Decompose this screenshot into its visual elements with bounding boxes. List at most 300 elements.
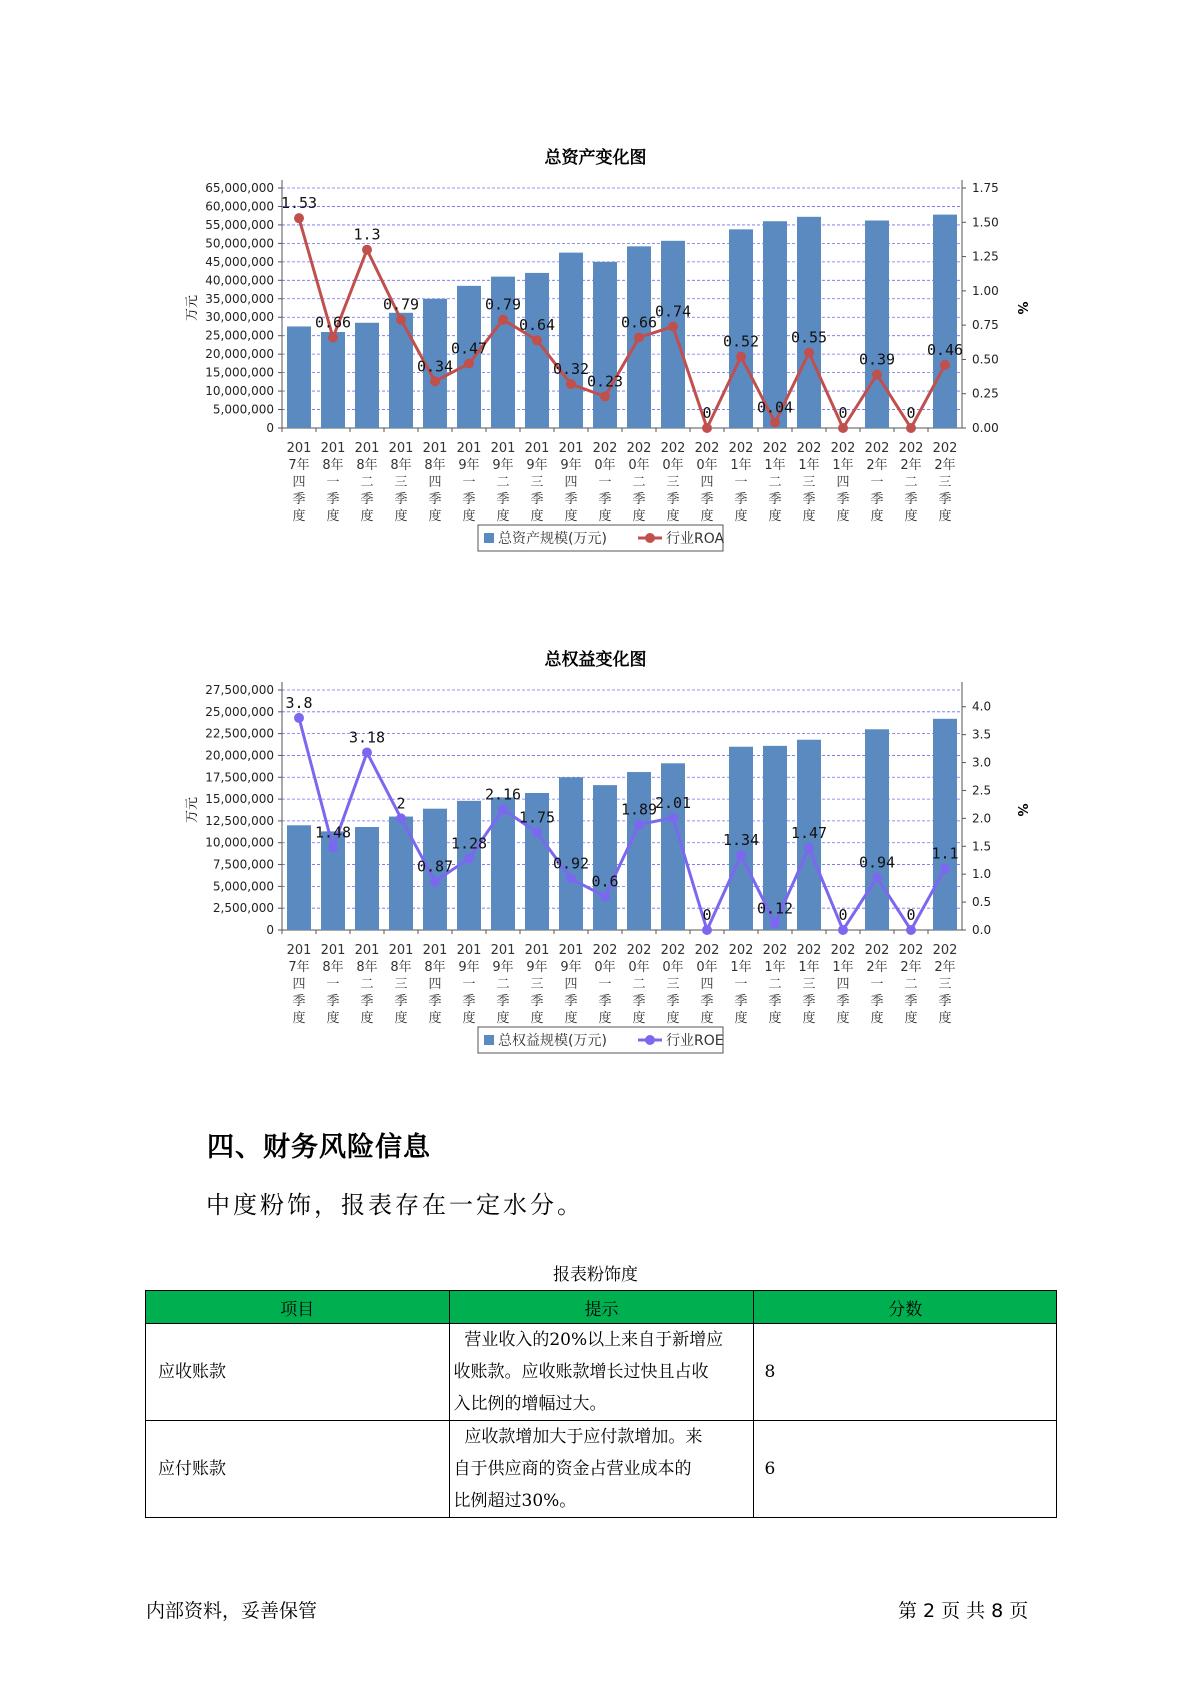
x-tick-label: 度 [530,1011,544,1026]
x-tick-label: 1年 [832,960,854,975]
y2-tick-label: 1.0 [972,867,992,882]
x-tick-label: 202 [660,441,686,456]
data-label: 0.39 [858,350,896,369]
y2-tick-label: 0.5 [972,895,992,910]
x-tick-label: 季 [802,492,816,507]
x-tick-label: 202 [932,441,958,456]
x-tick-label: 一 [326,977,340,992]
x-tick-label: 季 [564,994,578,1009]
y-tick-label: 2,500,000 [212,901,274,916]
line-point [634,332,644,342]
line-point [838,423,848,433]
x-tick-label: 202 [728,943,754,958]
x-tick-label: 季 [870,994,884,1009]
x-tick-label: 季 [938,994,952,1009]
line-point [294,213,304,223]
page-mid: 页 共 [941,1600,986,1622]
x-tick-label: 二 [360,977,374,992]
x-tick-label: 度 [632,509,646,524]
data-label: 0.87 [416,857,454,876]
y-tick-label: 25,000,000 [205,704,274,719]
y2-tick-label: 1.25 [972,249,999,264]
x-tick-label: 度 [292,509,306,524]
x-tick-label: 度 [326,1011,340,1026]
data-label: 0.47 [450,339,488,358]
line-point [566,379,576,389]
line-point [464,854,474,864]
line-point [668,813,678,823]
y2-tick-label: 0.50 [972,352,999,367]
x-tick-label: 季 [836,492,850,507]
line-point [634,820,644,830]
data-label: 0.34 [416,357,454,376]
x-tick-label: 1年 [764,960,786,975]
line-point [328,332,338,342]
x-tick-label: 度 [870,1011,884,1026]
x-tick-label: 202 [694,441,720,456]
x-tick-label: 三 [938,475,952,490]
x-tick-label: 季 [632,994,646,1009]
data-label: 0 [702,404,712,422]
x-tick-label: 度 [802,509,816,524]
y-tick-label: 65,000,000 [205,181,274,195]
data-label: 1.75 [518,808,556,827]
bar [729,229,753,428]
x-tick-label: 8年 [424,960,446,975]
x-tick-label: 季 [496,994,510,1009]
footer-confidential: 内部资料，妥善保管 [146,1600,318,1622]
y2-tick-label: 0.75 [972,318,999,333]
x-tick-label: 季 [326,492,340,507]
x-tick-label: 度 [666,1011,680,1026]
data-label: 1.28 [450,834,488,853]
x-tick-label: 三 [666,977,680,992]
hint-line: 收账款。应收账款增长过快且占收 [453,1362,709,1382]
bar [389,313,413,428]
hint-line: 自于供应商的资金占营业成本的 [453,1459,692,1479]
x-tick-label: 二 [632,475,646,490]
y-tick-label: 7,500,000 [212,857,274,872]
data-label: 0.66 [620,313,658,332]
line-point [532,335,542,345]
legend-line-label: 行业ROA [666,531,725,547]
x-tick-label: 一 [462,475,476,490]
chart-title-total-equity: 总权益变化图 [544,650,647,670]
total-equity-chart [0,672,1191,1092]
line-point [872,370,882,380]
x-tick-label: 季 [904,492,918,507]
table-caption: 报表粉饰度 [553,1265,638,1285]
x-tick-label: 0年 [628,458,650,473]
x-tick-label: 季 [768,492,782,507]
data-label: 0.23 [586,372,624,391]
x-tick-label: 202 [830,441,856,456]
x-tick-label: 三 [530,977,544,992]
x-tick-label: 202 [592,441,618,456]
hint-line: 入比例的增幅过大。 [453,1394,607,1414]
x-tick-label: 季 [700,492,714,507]
line-point [532,827,542,837]
x-tick-label: 季 [462,994,476,1009]
x-tick-label: 四 [700,475,714,490]
x-tick-label: 度 [768,509,782,524]
x-tick-label: 202 [762,441,788,456]
x-tick-label: 1年 [730,458,752,473]
x-tick-label: 8年 [390,960,412,975]
x-tick-label: 0年 [628,960,650,975]
line-point [464,359,474,369]
x-tick-label: 季 [462,492,476,507]
x-tick-label: 二 [360,475,374,490]
x-tick-label: 一 [326,475,340,490]
y2-tick-label: 2.5 [972,783,992,798]
y2-tick-label: 4.0 [972,699,992,714]
x-tick-label: 0年 [662,458,684,473]
x-tick-label: 8年 [322,458,344,473]
line-point [600,892,610,902]
x-tick-label: 201 [490,441,516,456]
x-tick-label: 一 [598,475,612,490]
x-tick-label: 0年 [696,458,718,473]
y2-tick-label: 1.5 [972,839,992,854]
y-tick-label: 12,500,000 [205,813,274,828]
x-tick-label: 四 [428,475,442,490]
x-tick-label: 二 [632,977,646,992]
x-tick-label: 三 [666,475,680,490]
data-label: 0.64 [518,316,556,335]
x-tick-label: 1年 [798,458,820,473]
data-label: 1.47 [790,823,828,842]
x-tick-label: 三 [394,977,408,992]
page-number [895,1596,1031,1623]
x-tick-label: 1年 [798,960,820,975]
data-label: 0 [906,404,916,422]
x-tick-label: 9年 [560,960,582,975]
legend-bar-swatch [484,533,494,543]
y-tick-label: 15,000,000 [205,792,274,807]
bar [287,326,311,428]
x-tick-label: 度 [700,509,714,524]
y2-tick-label: 1.75 [972,181,999,195]
x-tick-label: 度 [598,1011,612,1026]
x-tick-label: 度 [428,509,442,524]
x-tick-label: 202 [864,441,890,456]
y-tick-label: 25,000,000 [205,328,274,343]
x-tick-label: 度 [632,1011,646,1026]
x-tick-label: 度 [598,509,612,524]
x-tick-label: 2年 [866,960,888,975]
bar [559,777,583,930]
data-label: 0 [838,906,848,924]
x-tick-label: 季 [700,994,714,1009]
y-tick-label: 50,000,000 [205,236,274,251]
x-tick-label: 201 [354,441,380,456]
y-tick-label: 15,000,000 [205,365,274,380]
y-tick-label: 55,000,000 [205,217,274,232]
x-tick-label: 季 [938,492,952,507]
x-tick-label: 季 [836,994,850,1009]
x-tick-label: 度 [564,1011,578,1026]
bar [661,241,685,428]
x-tick-label: 度 [564,509,578,524]
x-tick-label: 季 [292,492,306,507]
line-point [566,874,576,884]
x-tick-label: 季 [768,994,782,1009]
y-tick-label: 5,000,000 [212,879,274,894]
bar [865,220,889,428]
data-label: 2.01 [654,793,692,812]
y-tick-label: 0 [266,923,274,937]
x-tick-label: 度 [938,1011,952,1026]
data-label: 0.46 [926,340,964,359]
line-point [396,813,406,823]
x-tick-label: 二 [496,977,510,992]
line-point [498,315,508,325]
bar [355,323,379,428]
x-tick-label: 7年 [288,458,310,473]
hint-line: 营业收入的20%以上来自于新增应 [453,1330,724,1350]
data-label: 0.55 [790,328,828,347]
x-tick-label: 201 [320,441,346,456]
x-tick-label: 季 [428,492,442,507]
x-tick-label: 季 [360,994,374,1009]
page-current: 2 [923,1600,936,1622]
line-point [804,843,814,853]
x-tick-label: 四 [836,977,850,992]
x-tick-label: 四 [564,977,578,992]
data-label: 1.53 [280,194,318,213]
data-label: 1.1 [931,844,959,863]
data-label: 0.12 [756,899,794,918]
x-tick-label: 202 [864,943,890,958]
hint-line: 应收款增加大于应付款增加。来 [453,1427,703,1447]
x-tick-label: 季 [360,492,374,507]
x-tick-label: 9年 [526,458,548,473]
y2-tick-label: 0.00 [972,421,999,435]
x-tick-label: 三 [802,475,816,490]
x-tick-label: 1年 [764,458,786,473]
data-label: 0 [906,906,916,924]
bar [933,719,957,930]
x-tick-label: 202 [626,943,652,958]
x-tick-label: 201 [490,943,516,958]
bar [355,827,379,930]
data-label: 0 [702,906,712,924]
x-tick-label: 季 [598,994,612,1009]
y-tick-label: 40,000,000 [205,273,274,288]
x-tick-label: 0年 [594,458,616,473]
table-row [146,1421,1057,1518]
line-point [940,360,950,370]
y2-tick-label: 0.0 [972,923,992,937]
row-score: 6 [754,1421,1057,1518]
line-point [430,376,440,386]
x-tick-label: 季 [904,994,918,1009]
line-point [838,925,848,935]
line-point [804,348,814,358]
x-tick-label: 季 [802,994,816,1009]
x-tick-label: 度 [462,1011,476,1026]
line-point [396,315,406,325]
bar [559,253,583,428]
x-tick-label: 度 [292,1011,306,1026]
x-tick-label: 201 [388,943,414,958]
line-point [736,850,746,860]
legend-line-marker [645,533,655,543]
x-tick-label: 9年 [526,960,548,975]
x-tick-label: 季 [326,994,340,1009]
line-point [736,352,746,362]
line-point [872,873,882,883]
x-tick-label: 度 [734,509,748,524]
risk-summary: 中度粉饰，报表存在一定水分。 [206,1191,584,1219]
x-tick-label: 季 [632,492,646,507]
x-tick-label: 四 [836,475,850,490]
line-point [498,804,508,814]
line-point [770,918,780,928]
total-assets-chart [0,170,1191,590]
x-tick-label: 四 [564,475,578,490]
x-tick-label: 9年 [492,960,514,975]
x-tick-label: 度 [734,1011,748,1026]
x-tick-label: 201 [354,943,380,958]
header-item: 项目 [146,1291,450,1324]
legend-bar-label: 总权益规模(万元) [498,1033,607,1049]
x-tick-label: 二 [496,475,510,490]
x-tick-label: 202 [762,943,788,958]
x-tick-label: 8年 [390,458,412,473]
x-tick-label: 四 [428,977,442,992]
x-tick-label: 季 [428,994,442,1009]
bar [593,785,617,930]
bar [287,825,311,930]
data-label: 0.94 [858,853,896,872]
y2-tick-label: 1.50 [972,215,999,230]
x-tick-label: 9年 [458,960,480,975]
x-tick-label: 201 [558,441,584,456]
section-heading: 四、财务风险信息 [207,1132,431,1163]
bar [321,332,345,428]
x-tick-label: 202 [898,943,924,958]
y-tick-label: 20,000,000 [205,347,274,362]
x-tick-label: 2年 [900,458,922,473]
bar [797,217,821,428]
row-item: 应付账款 [146,1421,450,1518]
header-hint: 提示 [449,1291,754,1324]
y2-tick-label: 0.25 [972,386,999,401]
x-tick-label: 201 [286,441,312,456]
y-tick-label: 10,000,000 [205,384,274,399]
x-tick-label: 202 [626,441,652,456]
data-label: 0.79 [382,295,420,314]
page-total: 8 [991,1600,1004,1622]
x-tick-label: 季 [530,492,544,507]
x-tick-label: 二 [768,475,782,490]
data-label: 1.48 [314,823,352,842]
y-tick-label: 27,500,000 [205,683,274,697]
x-tick-label: 201 [320,943,346,958]
x-tick-label: 7年 [288,960,310,975]
bar [933,215,957,428]
x-tick-label: 度 [326,509,340,524]
x-tick-label: 四 [292,977,306,992]
x-tick-label: 季 [530,994,544,1009]
x-tick-label: 201 [558,943,584,958]
x-tick-label: 2年 [866,458,888,473]
y2-axis-title: % [1014,803,1029,817]
data-label: 0.66 [314,313,352,332]
x-tick-label: 度 [938,509,952,524]
line-point [770,418,780,428]
y-tick-label: 30,000,000 [205,310,274,325]
chart-title-total-assets: 总资产变化图 [544,148,647,168]
line-point [600,391,610,401]
x-tick-label: 度 [870,509,884,524]
x-tick-label: 四 [700,977,714,992]
bar [491,797,515,930]
x-tick-label: 202 [660,943,686,958]
x-tick-label: 度 [904,1011,918,1026]
x-tick-label: 2年 [934,458,956,473]
data-label: 0.74 [654,302,692,321]
x-tick-label: 季 [870,492,884,507]
x-tick-label: 202 [728,441,754,456]
x-tick-label: 季 [292,994,306,1009]
page-prefix: 第 [898,1600,918,1622]
x-tick-label: 季 [564,492,578,507]
x-tick-label: 度 [394,1011,408,1026]
x-tick-label: 度 [768,1011,782,1026]
x-tick-label: 度 [496,509,510,524]
data-label: 2 [396,794,406,813]
row-score: 8 [754,1324,1057,1421]
line-point [294,713,304,723]
data-label: 0.32 [552,360,590,379]
x-tick-label: 季 [666,994,680,1009]
x-tick-label: 季 [734,492,748,507]
x-tick-label: 度 [496,1011,510,1026]
x-tick-label: 202 [796,943,822,958]
x-tick-label: 二 [904,977,918,992]
y-tick-label: 20,000,000 [205,748,274,763]
data-label: 0.52 [722,332,760,351]
line-point [702,423,712,433]
x-tick-label: 度 [530,509,544,524]
x-tick-label: 度 [360,1011,374,1026]
x-tick-label: 202 [694,943,720,958]
bar [763,221,787,428]
line-point [328,842,338,852]
x-tick-label: 一 [734,475,748,490]
x-tick-label: 9年 [560,458,582,473]
x-tick-label: 202 [796,441,822,456]
x-tick-label: 二 [768,977,782,992]
y-tick-label: 10,000,000 [205,835,274,850]
x-tick-label: 202 [592,943,618,958]
y-axis-title: 万元 [185,294,200,322]
page-suffix: 页 [1009,1600,1029,1622]
hint-line: 比例超过30%。 [453,1491,577,1511]
row-hint [449,1421,754,1518]
x-tick-label: 度 [462,509,476,524]
x-tick-label: 8年 [356,960,378,975]
x-tick-label: 一 [734,977,748,992]
x-tick-label: 一 [870,475,884,490]
data-label: 3.18 [348,728,386,747]
x-tick-label: 二 [904,475,918,490]
data-label: 3.8 [285,693,313,712]
x-tick-label: 201 [456,943,482,958]
